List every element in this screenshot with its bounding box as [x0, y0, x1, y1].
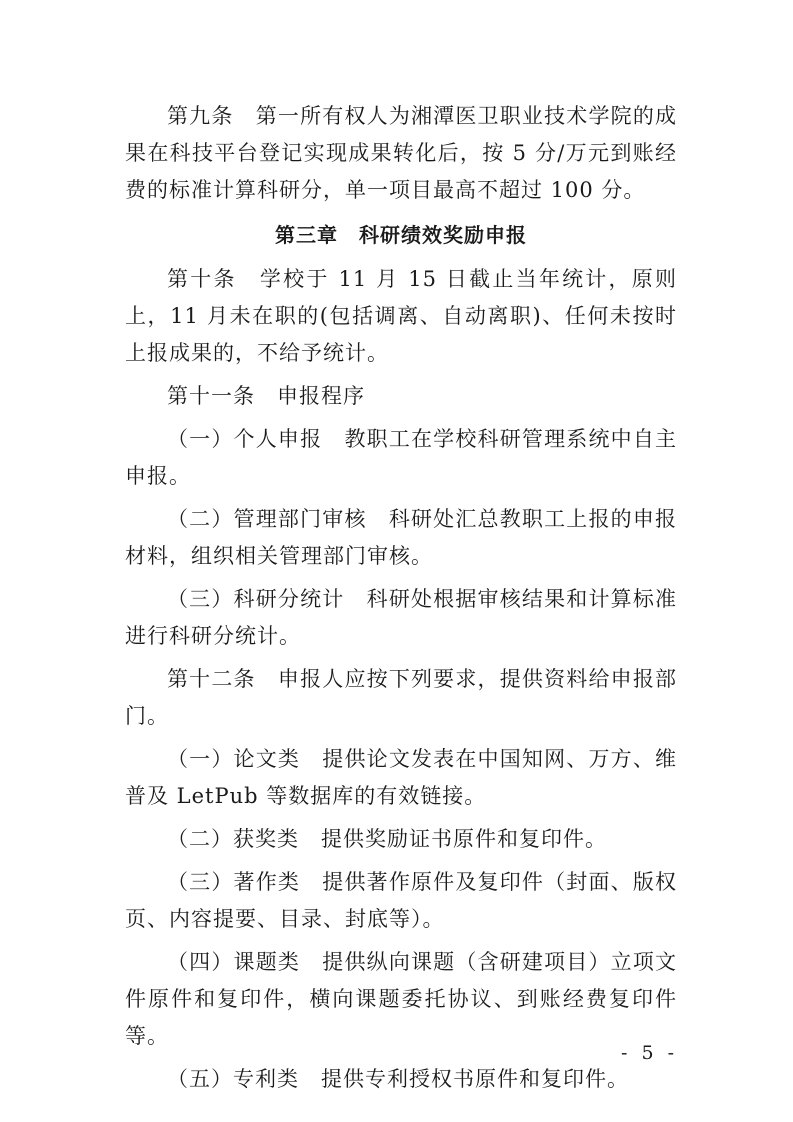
document-body [125, 98, 677, 1098]
article-11-item-3: （三）科研分统计 科研处根据审核结果和计算标准进行科研分统计。 [125, 587, 677, 648]
article-10-paragraph: 第十条 学校于 11 月 15 日截止当年统计，原则上，11 月未在职的(包括调离、自动离职)、任何未按时上报成果的，不给予统计。 [125, 267, 677, 365]
article-12-item-4: （四）课题类 提供纵向课题（含研建项目）立项文件原件和复印件，横向课题委托协议、到账经费复印件等。 [125, 950, 677, 1048]
article-9-paragraph: 第九条 第一所有权人为湘潭医卫职业技术学院的成果在科技平台登记实现成果转化后，按 5 分/万元到账经费的标准计算科研分，单一项目最高不超过 100 分。 [125, 104, 677, 202]
article-11-item-2: （二）管理部门审核 科研处汇总教职工上报的申报材料，组织相关管理部门审核。 [125, 507, 677, 568]
article-12-item-1: （一）论文类 提供论文发表在中国知网、万方、维普及 LetPub 等数据库的有效链接。 [125, 747, 677, 808]
article-12-heading: 第十二条 申报人应按下列要求，提供资料给申报部门。 [125, 667, 677, 728]
page-number: - 5 - [620, 1042, 678, 1064]
chapter-heading: 第三章 科研绩效奖励申报 [275, 223, 527, 247]
article-12-item-3: （三）著作类 提供著作原件及复印件（封面、版权页、内容提要、目录、封底等）。 [125, 870, 677, 931]
article-12-item-2: （二）获奖类 提供奖励证书原件和复印件。 [167, 827, 607, 851]
article-11-item-1: （一）个人申报 教职工在学校科研管理系统中自主申报。 [125, 427, 677, 488]
article-12-item-5: （五）专利类 提供专利授权书原件和复印件。 [167, 1067, 629, 1091]
article-11-heading: 第十一条 申报程序 [167, 384, 365, 408]
